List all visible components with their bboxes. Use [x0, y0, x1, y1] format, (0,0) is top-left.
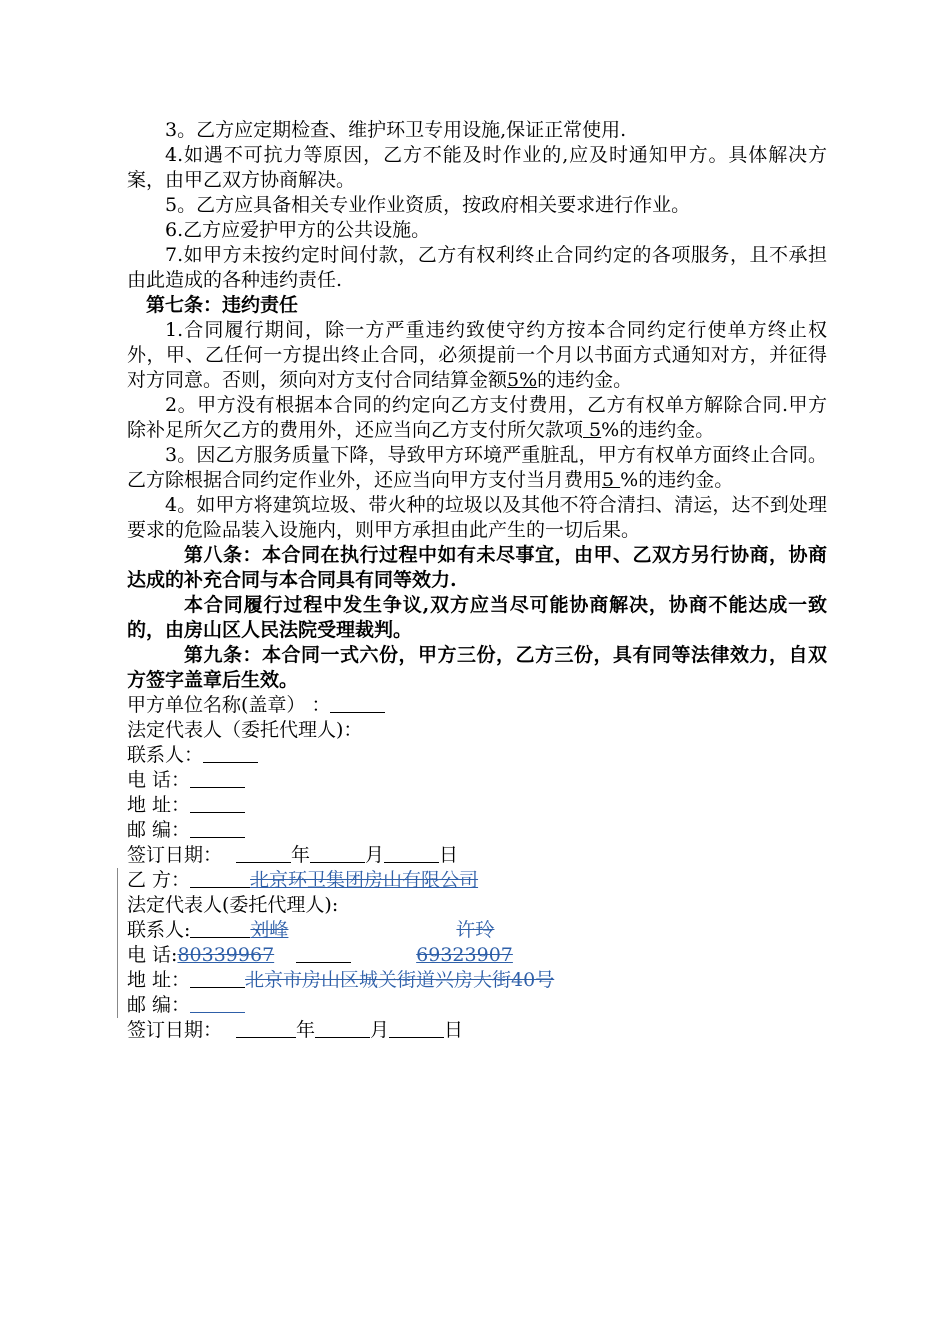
party-a-contact-label: 联系人： [127, 744, 204, 766]
party-b-label: 乙 方： [127, 869, 191, 891]
article7-title: 第七条：违约责任 [146, 294, 299, 316]
party-a-postcode-row [127, 818, 827, 843]
party-b-name: 北京环卫集团房山有限公司 [250, 869, 479, 891]
party-a-address-blank[interactable] [190, 794, 245, 813]
party-a-day-blank[interactable] [384, 844, 439, 863]
party-a-month-blank[interactable] [310, 844, 365, 863]
party-a-date-row [127, 843, 827, 868]
party-b-rep-row: 法定代表人(委托代理人): [127, 894, 339, 916]
party-b-postcode-blank [190, 994, 245, 1013]
party-a-address-row [127, 793, 827, 818]
day-label: 日 [439, 844, 459, 866]
item3-tail: %的违约金。 [620, 469, 734, 491]
day-label: 日 [444, 1019, 464, 1041]
party-b-address: 北京市房山区城关街道兴房大街40号 [245, 969, 555, 991]
article8: 第八条：本合同在执行过程中如有未尽事宜，由甲、乙双方另行协商，协商达成的补充合同与本合同具有同等效力. [127, 544, 827, 591]
party-a-name-row [127, 693, 827, 718]
item3-text: 3。因乙方服务质量下降，导致甲方环境严重脏乱，甲方有权单方面终止合同。乙方除根据合同约定作业外，还应当向甲方支付当月费用 [127, 444, 827, 491]
party-b-address-row [127, 968, 827, 993]
party-a-address-label: 地 址： [127, 794, 191, 816]
party-b-postcode-row [127, 993, 827, 1018]
article9: 第九条：本合同一式六份，甲方三份，乙方三份，具有同等法律效力，自双方签字盖章后生效。 [127, 644, 827, 691]
contract-page [127, 118, 827, 1043]
party-b-block [127, 868, 827, 1018]
item1-text: 1.合同履行期间，除一方严重违约致使守约方按本合同约定行使单方终止权外，甲、乙任何一方提出终止合同，必须提前一个月以书面方式通知对方，并征得对方同意。否则，须向对方支付合同结算金额 [127, 319, 827, 391]
clause-5: 5。乙方应具备相关专业作业资质，按政府相关要求进行作业。 [165, 194, 691, 216]
party-b-postcode-label: 邮 编： [127, 994, 191, 1016]
item2-tail: %的违约金。 [601, 419, 715, 441]
party-b-phone-label: 电 话: [127, 944, 178, 966]
party-a-contact-blank[interactable] [203, 744, 258, 763]
item2-text: 2。甲方没有根据本合同的约定向乙方支付费用，乙方有权单方解除合同.甲方除补足所欠乙方的费用外，还应当向乙方支付所欠款项 [127, 394, 827, 441]
party-a-name-blank[interactable] [330, 694, 385, 713]
party-a-postcode-blank[interactable] [190, 819, 245, 838]
month-label: 月 [365, 844, 385, 866]
party-b-name-blank [190, 869, 250, 888]
article7-item1 [127, 318, 827, 393]
year-label: 年 [296, 1019, 316, 1041]
item1-rate: 5% [507, 369, 538, 391]
party-b-date-label: 签订日期： [127, 1019, 223, 1041]
party-a-phone-row [127, 768, 827, 793]
party-a-name-label: 甲方单位名称(盖章） ： [127, 694, 331, 716]
clause-7: 7.如甲方未按约定时间付款，乙方有权利终止合同约定的各项服务，且不承担由此造成的各种违约责任. [127, 244, 827, 291]
revision-bar [117, 868, 118, 1018]
party-a-block [127, 693, 827, 868]
party-b-name-row [127, 868, 827, 893]
party-b-contact-row [127, 918, 827, 943]
party-b-phone-blank [296, 944, 351, 963]
party-b-date-row [127, 1018, 827, 1043]
party-b-phone-row [127, 943, 827, 968]
clause-6: 6.乙方应爱护甲方的公共设施。 [165, 219, 431, 241]
article7-item4: 4。如甲方将建筑垃圾、带火种的垃圾以及其他不符合清扫、清运，达不到处理要求的危险品装入设施内，则甲方承担由此产生的一切后果。 [127, 494, 827, 541]
party-b-address-blank [190, 969, 245, 988]
party-b-address-label: 地 址： [127, 969, 191, 991]
party-a-rep-row: 法定代表人（委托代理人)： [127, 719, 363, 741]
party-b-day-blank[interactable] [389, 1019, 444, 1038]
party-b-phone1: 80339967 [177, 944, 275, 966]
party-a-phone-label: 电 话： [127, 769, 191, 791]
party-b-contact1: 刘峰 [250, 919, 289, 941]
party-a-date-label: 签订日期： [127, 844, 223, 866]
item2-rate: 5 [583, 419, 602, 441]
party-b-contact-label: 联系人: [127, 919, 191, 941]
clause-3: 3。乙方应定期检查、维护环卫专用设施,保证正常使用. [165, 119, 627, 141]
clause-4: 4.如遇不可抗力等原因，乙方不能及时作业的,应及时通知甲方。具体解决方案，由甲乙双方协商解决。 [127, 144, 827, 191]
item1-tail: 的违约金。 [537, 369, 633, 391]
year-label: 年 [291, 844, 311, 866]
party-a-year-blank[interactable] [236, 844, 291, 863]
party-b-month-blank[interactable] [315, 1019, 370, 1038]
party-a-postcode-label: 邮 编： [127, 819, 191, 841]
dispute-clause: 本合同履行过程中发生争议,双方应当尽可能协商解决，协商不能达成一致的，由房山区人民法院受理裁判。 [127, 594, 827, 641]
party-a-contact-row [127, 743, 827, 768]
article7-item3 [127, 443, 827, 493]
month-label: 月 [370, 1019, 390, 1041]
party-b-year-blank[interactable] [236, 1019, 296, 1038]
party-b-contact-blank [190, 919, 250, 938]
party-b-phone2: 69323907 [416, 944, 513, 966]
article7-item2 [127, 393, 827, 443]
item3-rate: 5 [602, 469, 621, 491]
party-a-phone-blank[interactable] [190, 769, 245, 788]
party-b-contact2: 许玲 [456, 919, 495, 941]
